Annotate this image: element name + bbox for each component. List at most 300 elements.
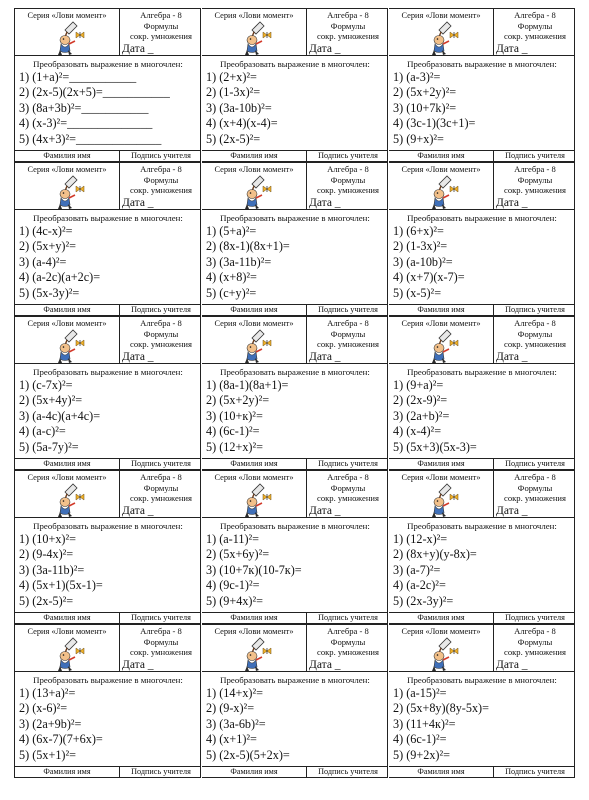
exercise-item: 4) (9c-1)²= [206, 578, 260, 593]
student-name-label: Фамилия имя [43, 305, 91, 314]
exercise-list [393, 224, 573, 301]
card-header [15, 470, 201, 518]
subject-block [309, 164, 387, 210]
subject-block [496, 318, 574, 364]
worksheet-card [15, 470, 201, 624]
subject-label: Алгебра - 8 [327, 10, 369, 20]
subject-label: Алгебра - 8 [140, 318, 182, 328]
exercise-item: 4) (5x+1)(5x-1)= [19, 578, 103, 593]
topic-line-2: сокр. умножения [317, 493, 379, 503]
exercise-item: 3) (10+7к)(10-7к)= [206, 562, 302, 577]
worksheet-card [202, 162, 388, 316]
student-name-label: Фамилия имя [417, 767, 465, 776]
subject-block [122, 318, 200, 364]
header-divider [119, 9, 120, 56]
exercise-list [206, 378, 386, 455]
exercise-item: 1) (9+a)²= [393, 378, 444, 392]
header-divider [306, 625, 307, 672]
series-title: Серия «Лови момент» [27, 319, 107, 328]
mascot-picture [425, 20, 465, 56]
exercise-item: 2) (9-x)²= [206, 701, 255, 716]
exercise-item: 1) (12-x)²= [393, 532, 448, 546]
task-instruction: Преобразовать выражение в многочлен: [220, 59, 370, 69]
date-field: Дата _ [496, 658, 528, 671]
exercise-item: 2) (5x+2y)²= [393, 85, 457, 100]
exercise-list [19, 70, 199, 147]
worksheet-card [389, 470, 575, 624]
card-footer [389, 304, 575, 316]
task-instruction: Преобразовать выражение в многочлен: [407, 521, 557, 531]
exercise-item: 4) (x+7)(x-7)= [393, 270, 465, 285]
teacher-signature-label: Подпись учителя [119, 305, 202, 315]
worksheet-card [389, 316, 575, 470]
student-name-label: Фамилия имя [43, 151, 91, 160]
exercise-list [19, 686, 199, 763]
topic-line-2: сокр. умножения [317, 339, 379, 349]
exercise-list [19, 532, 199, 609]
card-header [389, 162, 575, 210]
exercise-item: 2) (2x-5)(2x+5)=___________ [19, 85, 170, 100]
student-name-label: Фамилия имя [230, 305, 278, 314]
exercise-item: 1) (10+x)²= [19, 532, 76, 546]
topic-line-2: сокр. умножения [317, 647, 379, 657]
teacher-signature-label: Подпись учителя [119, 613, 202, 623]
series-title: Серия «Лови момент» [401, 473, 481, 482]
mascot-picture [425, 328, 465, 364]
student-name-label: Фамилия имя [43, 767, 91, 776]
card-header [202, 316, 388, 364]
exercise-item: 5) (2x-3y)²= [393, 593, 454, 608]
card-header [202, 8, 388, 56]
teacher-signature-label: Подпись учителя [493, 305, 576, 315]
header-divider [493, 625, 494, 672]
subject-block [122, 10, 200, 56]
subject-block [496, 10, 574, 56]
exercise-item: 3) (a-4)²= [19, 254, 67, 269]
exercise-item: 5) (2x-5)²= [206, 131, 261, 146]
exercise-list [206, 686, 386, 763]
subject-label: Алгебра - 8 [514, 626, 556, 636]
exercise-item: 3) (3a-11b)²= [206, 254, 272, 269]
header-divider [306, 9, 307, 56]
series-title: Серия «Лови момент» [214, 11, 294, 20]
subject-block [122, 626, 200, 672]
card-footer [202, 150, 388, 162]
exercise-item: 1) (a-15)²= [393, 686, 447, 700]
exercise-item: 4) (a-2c)²= [393, 578, 446, 593]
mascot-picture [238, 328, 278, 364]
exercise-item: 2) (1-3x)²= [206, 85, 261, 100]
subject-label: Алгебра - 8 [327, 626, 369, 636]
exercise-item: 5) (5x-3y)²= [19, 285, 80, 300]
exercise-item: 4) (x+1)²= [206, 732, 257, 747]
exercise-list [393, 532, 573, 609]
exercise-item: 1) (4c-x)²= [19, 224, 73, 238]
date-field: Дата _ [309, 504, 341, 517]
exercise-item: 4) (6c-1)²= [393, 732, 447, 747]
header-divider [119, 163, 120, 210]
series-title: Серия «Лови момент» [401, 11, 481, 20]
exercise-item: 1) (8a-1)(8a+1)= [206, 378, 289, 392]
task-instruction: Преобразовать выражение в многочлен: [220, 675, 370, 685]
mascot-picture [238, 174, 278, 210]
card-header [389, 316, 575, 364]
worksheet-card [15, 316, 201, 470]
worksheet-card [389, 162, 575, 316]
card-header [389, 8, 575, 56]
topic-line-2: сокр. умножения [130, 493, 192, 503]
card-header [202, 162, 388, 210]
exercise-list [19, 378, 199, 455]
date-field: Дата _ [122, 196, 154, 209]
exercise-item: 3) (a-7)²= [393, 562, 441, 577]
subject-label: Алгебра - 8 [514, 472, 556, 482]
series-title: Серия «Лови момент» [401, 627, 481, 636]
subject-block [122, 472, 200, 518]
topic-line-1: Формулы [330, 174, 366, 185]
exercise-item: 5) (9+x)²= [393, 131, 444, 146]
card-footer [389, 458, 575, 470]
mascot-picture [51, 636, 91, 672]
exercise-item: 4) (x-3)²=______________ [19, 116, 153, 131]
subject-label: Алгебра - 8 [140, 10, 182, 20]
student-name-label: Фамилия имя [43, 613, 91, 622]
date-field: Дата _ [496, 196, 528, 209]
mascot-picture [425, 482, 465, 518]
student-name-label: Фамилия имя [230, 151, 278, 160]
exercise-item: 5) (5x+1)²= [19, 747, 76, 762]
worksheet-card [15, 624, 201, 778]
exercise-item: 2) (5x+4y)²= [19, 393, 83, 408]
series-title: Серия «Лови момент» [214, 319, 294, 328]
exercise-item: 5) (9+2x)²= [393, 747, 450, 762]
exercise-item: 3) (2a+9b)²= [19, 716, 82, 731]
task-instruction: Преобразовать выражение в многочлен: [407, 367, 557, 377]
card-footer [389, 612, 575, 624]
topic-line-1: Формулы [143, 20, 179, 31]
card-footer [15, 612, 201, 624]
student-name-label: Фамилия имя [417, 305, 465, 314]
date-field: Дата _ [309, 196, 341, 209]
header-divider [306, 317, 307, 364]
worksheet-card [202, 624, 388, 778]
series-title: Серия «Лови момент» [27, 165, 107, 174]
series-title: Серия «Лови момент» [214, 165, 294, 174]
task-instruction: Преобразовать выражение в многочлен: [407, 675, 557, 685]
student-name-label: Фамилия имя [230, 459, 278, 468]
exercise-item: 1) (14+x)²= [206, 686, 263, 700]
topic-line-1: Формулы [143, 174, 179, 185]
series-title: Серия «Лови момент» [27, 627, 107, 636]
subject-label: Алгебра - 8 [327, 164, 369, 174]
exercise-item: 3) (a-10b)²= [393, 254, 453, 269]
exercise-item: 4) (a-c)²= [19, 424, 66, 439]
worksheet-card [15, 8, 201, 162]
topic-line-1: Формулы [517, 174, 553, 185]
exercise-item: 5) (4x+3)²=______________ [19, 131, 162, 146]
exercise-item: 5) (5a-7y)²= [19, 439, 79, 454]
subject-label: Алгебра - 8 [140, 164, 182, 174]
date-field: Дата _ [122, 42, 154, 55]
topic-line-1: Формулы [330, 328, 366, 339]
exercise-item: 1) (5+a)²= [206, 224, 257, 238]
exercise-list [393, 378, 573, 455]
teacher-signature-label: Подпись учителя [306, 459, 389, 469]
exercise-item: 5) (12+x)²= [206, 439, 263, 454]
task-instruction: Преобразовать выражение в многочлен: [33, 59, 183, 69]
exercise-item: 4) (3c-1)(3c+1)= [393, 116, 476, 131]
exercise-list [393, 686, 573, 763]
topic-line-2: сокр. умножения [504, 647, 566, 657]
worksheet-card [389, 624, 575, 778]
series-title: Серия «Лови момент» [401, 165, 481, 174]
exercise-list [206, 224, 386, 301]
exercise-item: 5) (9+4x)²= [206, 593, 263, 608]
series-title: Серия «Лови момент» [27, 11, 107, 20]
teacher-signature-label: Подпись учителя [493, 767, 576, 777]
header-divider [493, 9, 494, 56]
student-name-label: Фамилия имя [230, 767, 278, 776]
mascot-picture [51, 20, 91, 56]
subject-label: Алгебра - 8 [514, 164, 556, 174]
exercise-item: 2) (5x+2y)²= [206, 393, 270, 408]
card-header [15, 316, 201, 364]
exercise-item: 5) (2x-5)(5+2x)= [206, 747, 290, 762]
card-header [15, 624, 201, 672]
student-name-label: Фамилия имя [230, 613, 278, 622]
card-footer [202, 304, 388, 316]
exercise-item: 1) (1+a)²=___________ [19, 70, 137, 84]
exercise-item: 2) (5x+y)²= [19, 239, 76, 254]
topic-line-1: Формулы [517, 328, 553, 339]
series-title: Серия «Лови момент» [214, 473, 294, 482]
topic-line-2: сокр. умножения [504, 185, 566, 195]
topic-line-2: сокр. умножения [130, 31, 192, 41]
card-header [389, 624, 575, 672]
subject-block [122, 164, 200, 210]
worksheet-card [389, 8, 575, 162]
exercise-item: 2) (1-3x)²= [393, 239, 448, 254]
date-field: Дата _ [496, 42, 528, 55]
task-instruction: Преобразовать выражение в многочлен: [33, 213, 183, 223]
teacher-signature-label: Подпись учителя [306, 767, 389, 777]
mascot-picture [238, 482, 278, 518]
card-header [15, 8, 201, 56]
card-footer [15, 304, 201, 316]
mascot-picture [51, 174, 91, 210]
date-field: Дата _ [122, 504, 154, 517]
exercise-item: 1) (2+x)²= [206, 70, 257, 84]
exercise-item: 2) (8x+y)(y-8x)= [393, 547, 477, 562]
card-header [389, 470, 575, 518]
exercise-item: 3) (8a+3b)²=___________ [19, 100, 149, 115]
header-divider [119, 471, 120, 518]
teacher-signature-label: Подпись учителя [119, 459, 202, 469]
subject-label: Алгебра - 8 [140, 472, 182, 482]
subject-block [309, 10, 387, 56]
subject-label: Алгебра - 8 [514, 318, 556, 328]
date-field: Дата _ [496, 350, 528, 363]
subject-block [309, 318, 387, 364]
worksheet-card [202, 316, 388, 470]
exercise-item: 4) (a-2c)(a+2c)= [19, 270, 101, 285]
series-title: Серия «Лови момент» [401, 319, 481, 328]
topic-line-1: Формулы [330, 20, 366, 31]
date-field: Дата _ [122, 658, 154, 671]
exercise-item: 1) (6+x)²= [393, 224, 444, 238]
exercise-item: 2) (9-4x)²= [19, 547, 74, 562]
subject-label: Алгебра - 8 [327, 318, 369, 328]
card-header [202, 470, 388, 518]
worksheet-card [15, 162, 201, 316]
topic-line-1: Формулы [517, 482, 553, 493]
exercise-item: 5) (c+y)²= [206, 285, 257, 300]
exercise-item: 2) (8x-1)(8x+1)= [206, 239, 290, 254]
subject-block [496, 626, 574, 672]
exercise-item: 2) (5x+8y)(8y-5x)= [393, 701, 489, 716]
exercise-item: 1) (a-3)²= [393, 70, 441, 84]
topic-line-2: сокр. умножения [504, 339, 566, 349]
teacher-signature-label: Подпись учителя [119, 767, 202, 777]
exercise-item: 1) (a-11)²= [206, 532, 260, 546]
exercise-item: 3) (3a-6b)²= [206, 716, 266, 731]
exercise-item: 5) (5x+3)(5x-3)= [393, 439, 477, 454]
teacher-signature-label: Подпись учителя [119, 151, 202, 161]
exercise-item: 3) (10+к)²= [206, 408, 263, 423]
card-footer [389, 150, 575, 162]
mascot-picture [238, 20, 278, 56]
topic-line-1: Формулы [143, 328, 179, 339]
task-instruction: Преобразовать выражение в многочлен: [220, 367, 370, 377]
task-instruction: Преобразовать выражение в многочлен: [407, 213, 557, 223]
card-footer [202, 766, 388, 778]
task-instruction: Преобразовать выражение в многочлен: [407, 59, 557, 69]
header-divider [493, 163, 494, 210]
exercise-list [206, 70, 386, 147]
exercise-item: 2) (2x-9)²= [393, 393, 448, 408]
exercise-list [393, 70, 573, 147]
card-header [202, 624, 388, 672]
teacher-signature-label: Подпись учителя [306, 305, 389, 315]
task-instruction: Преобразовать выражение в многочлен: [220, 521, 370, 531]
date-field: Дата _ [309, 658, 341, 671]
topic-line-1: Формулы [517, 636, 553, 647]
mascot-picture [425, 636, 465, 672]
exercise-item: 3) (10+7k)²= [393, 100, 457, 115]
exercise-item: 4) (x+8)²= [206, 270, 257, 285]
date-field: Дата _ [122, 350, 154, 363]
worksheet-card [202, 470, 388, 624]
header-divider [119, 317, 120, 364]
topic-line-2: сокр. умножения [504, 493, 566, 503]
task-instruction: Преобразовать выражение в многочлен: [33, 521, 183, 531]
date-field: Дата _ [309, 42, 341, 55]
card-footer [15, 766, 201, 778]
subject-block [496, 164, 574, 210]
task-instruction: Преобразовать выражение в многочлен: [33, 367, 183, 377]
topic-line-1: Формулы [517, 20, 553, 31]
header-divider [306, 471, 307, 518]
topic-line-2: сокр. умножения [317, 185, 379, 195]
topic-line-2: сокр. умножения [130, 647, 192, 657]
worksheet [14, 8, 576, 778]
header-divider [119, 625, 120, 672]
teacher-signature-label: Подпись учителя [493, 613, 576, 623]
card-footer [202, 612, 388, 624]
exercise-item: 1) (13+a)²= [19, 686, 76, 700]
series-title: Серия «Лови момент» [214, 627, 294, 636]
header-divider [306, 163, 307, 210]
date-field: Дата _ [309, 350, 341, 363]
task-instruction: Преобразовать выражение в многочлен: [33, 675, 183, 685]
mascot-picture [238, 636, 278, 672]
student-name-label: Фамилия имя [417, 613, 465, 622]
header-divider [493, 317, 494, 364]
subject-block [309, 472, 387, 518]
card-footer [15, 150, 201, 162]
subject-block [496, 472, 574, 518]
topic-line-1: Формулы [330, 482, 366, 493]
card-footer [389, 766, 575, 778]
exercise-list [206, 532, 386, 609]
teacher-signature-label: Подпись учителя [306, 151, 389, 161]
topic-line-1: Формулы [143, 636, 179, 647]
student-name-label: Фамилия имя [417, 151, 465, 160]
student-name-label: Фамилия имя [43, 459, 91, 468]
exercise-item: 3) (3a-11b)²= [19, 562, 85, 577]
worksheet-card [202, 8, 388, 162]
teacher-signature-label: Подпись учителя [306, 613, 389, 623]
topic-line-1: Формулы [330, 636, 366, 647]
subject-label: Алгебра - 8 [327, 472, 369, 482]
card-footer [202, 458, 388, 470]
exercise-item: 2) (5x+6y)²= [206, 547, 270, 562]
header-divider [493, 471, 494, 518]
topic-line-2: сокр. умножения [130, 339, 192, 349]
teacher-signature-label: Подпись учителя [493, 459, 576, 469]
exercise-item: 5) (x-5)²= [393, 285, 442, 300]
exercise-item: 4) (x-4)²= [393, 424, 442, 439]
exercise-item: 3) (a-4c)(a+4c)= [19, 408, 101, 423]
student-name-label: Фамилия имя [417, 459, 465, 468]
subject-label: Алгебра - 8 [514, 10, 556, 20]
mascot-picture [51, 328, 91, 364]
exercise-item: 3) (11+4к)²= [393, 716, 456, 731]
exercise-item: 3) (2a+b)²= [393, 408, 450, 423]
card-header [15, 162, 201, 210]
exercise-item: 4) (6x-7)(7+6x)= [19, 732, 103, 747]
task-instruction: Преобразовать выражение в многочлен: [220, 213, 370, 223]
mascot-picture [51, 482, 91, 518]
topic-line-2: сокр. умножения [504, 31, 566, 41]
teacher-signature-label: Подпись учителя [493, 151, 576, 161]
date-field: Дата _ [496, 504, 528, 517]
subject-label: Алгебра - 8 [140, 626, 182, 636]
exercise-item: 1) (c-7x)²= [19, 378, 73, 392]
exercise-item: 4) (6c-1)²= [206, 424, 260, 439]
topic-line-1: Формулы [143, 482, 179, 493]
mascot-picture [425, 174, 465, 210]
topic-line-2: сокр. умножения [317, 31, 379, 41]
series-title: Серия «Лови момент» [27, 473, 107, 482]
exercise-item: 5) (2x-5)²= [19, 593, 74, 608]
subject-block [309, 626, 387, 672]
card-footer [15, 458, 201, 470]
exercise-item: 3) (3a-10b)²= [206, 100, 272, 115]
exercise-item: 2) (x-6)²= [19, 701, 68, 716]
topic-line-2: сокр. умножения [130, 185, 192, 195]
exercise-list [19, 224, 199, 301]
